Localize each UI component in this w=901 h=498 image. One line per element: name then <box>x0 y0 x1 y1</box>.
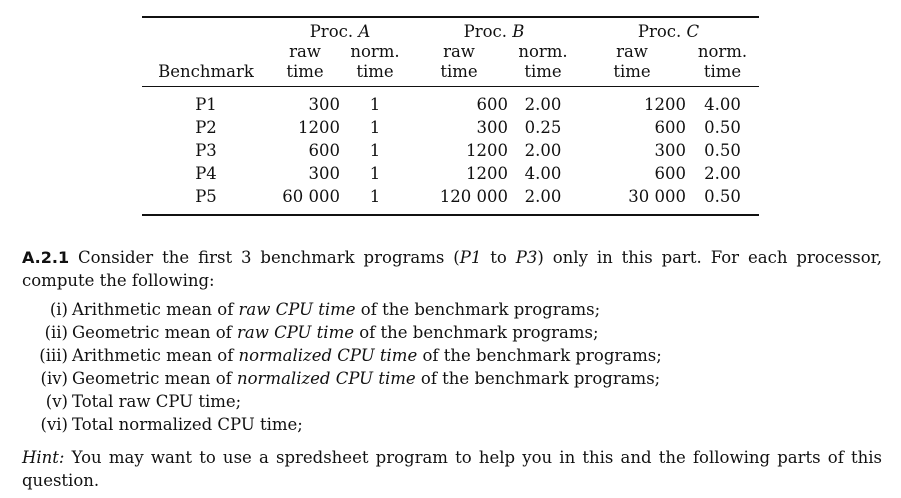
table-row <box>142 162 759 185</box>
question-intro: A.2.1 Consider the first 3 benchmark programs (P1 to P3) only in this part. For each processor, compute the following: <box>22 248 882 290</box>
benchmark-name: P1 <box>195 95 217 114</box>
a-raw-cell: 300 <box>308 95 340 114</box>
c-raw-cell: 1200 <box>644 95 686 114</box>
item-label: (v) <box>45 392 68 411</box>
c-norm-cell: 4.00 <box>704 95 741 114</box>
list-item <box>22 367 882 390</box>
item-label: (ii) <box>44 323 68 342</box>
table-row <box>142 116 759 139</box>
a-raw-cell: 1200 <box>298 118 340 137</box>
a-norm-header-time: time <box>356 62 394 81</box>
a-raw-cell: 600 <box>308 141 340 160</box>
list-item <box>22 390 882 413</box>
proc-c-header: Proc. C <box>637 22 700 41</box>
benchmark-name: P2 <box>195 118 217 137</box>
b-norm-cell: 2.00 <box>524 141 562 160</box>
item-label: (iv) <box>40 369 68 388</box>
c-norm-cell: 0.50 <box>704 118 741 137</box>
benchmark-header: Benchmark <box>158 62 254 81</box>
table-row <box>142 185 759 215</box>
item-text: Total raw CPU time; <box>72 392 242 411</box>
a-raw-cell: 300 <box>308 164 340 183</box>
b-norm-cell: 2.00 <box>524 95 562 114</box>
c-norm-header: norm. <box>697 42 748 61</box>
proc-b-header: Proc. B <box>463 22 525 41</box>
c-raw-header-time: time <box>613 62 651 81</box>
b-raw-cell: 600 <box>476 95 508 114</box>
benchmark-name: P3 <box>195 141 217 160</box>
b-norm-cell: 4.00 <box>524 164 562 183</box>
c-raw-cell: 600 <box>654 118 686 137</box>
item-text: Arithmetic mean of normalized CPU time of the benchmark programs; <box>72 346 662 365</box>
table-row <box>142 139 759 162</box>
list-item <box>22 344 882 367</box>
c-norm-cell: 0.50 <box>704 141 741 160</box>
hint-label: Hint: <box>22 448 65 467</box>
a-norm-cell: 1 <box>369 95 381 114</box>
a-norm-header: norm. <box>350 42 400 61</box>
b-raw-cell: 120 000 <box>439 187 508 206</box>
list-item <box>22 413 882 436</box>
list-item <box>22 298 882 321</box>
a-raw-header-time: time <box>286 62 324 81</box>
b-raw-cell: 1200 <box>466 164 508 183</box>
header-row-sub1 <box>142 42 759 62</box>
item-label: (vi) <box>40 415 68 434</box>
question-number: A.2.1 <box>22 248 70 267</box>
a-norm-cell: 1 <box>369 164 381 183</box>
b-norm-cell: 0.25 <box>524 118 562 137</box>
c-norm-cell: 2.00 <box>704 164 741 183</box>
c-norm-cell: 0.50 <box>704 187 741 206</box>
benchmark-table <box>142 16 759 216</box>
header-row-processors <box>142 17 759 42</box>
benchmark-name: P5 <box>195 187 217 206</box>
question-items <box>22 298 882 436</box>
header-row-sub2 <box>142 62 759 87</box>
b-raw-cell: 300 <box>476 118 508 137</box>
c-raw-cell: 30 000 <box>628 187 686 206</box>
item-text: Total normalized CPU time; <box>72 415 303 434</box>
c-raw-cell: 600 <box>654 164 686 183</box>
c-raw-header: raw <box>616 42 648 61</box>
list-item <box>22 321 882 344</box>
b-raw-header: raw <box>443 42 475 61</box>
c-raw-cell: 300 <box>654 141 686 160</box>
b-norm-header-time: time <box>524 62 562 81</box>
b-norm-header: norm. <box>518 42 568 61</box>
hint-paragraph <box>22 446 882 492</box>
a-raw-header: raw <box>289 42 321 61</box>
c-norm-header-time: time <box>703 62 742 81</box>
a-norm-cell: 1 <box>369 141 381 160</box>
a-norm-cell: 1 <box>369 187 381 206</box>
a-raw-cell: 60 000 <box>282 187 340 206</box>
item-label: (i) <box>49 300 68 319</box>
b-raw-header-time: time <box>440 62 478 81</box>
hint-text: You may want to use a spredsheet program to help you in this and the following parts of this question. <box>22 448 882 490</box>
item-text: Arithmetic mean of raw CPU time of the benchmark programs; <box>72 300 601 319</box>
a-norm-cell: 1 <box>369 118 381 137</box>
proc-a-header: Proc. A <box>309 22 371 41</box>
item-label: (iii) <box>39 346 68 365</box>
benchmark-name: P4 <box>195 164 217 183</box>
b-norm-cell: 2.00 <box>524 187 562 206</box>
item-text: Geometric mean of raw CPU time of the benchmark programs; <box>72 323 599 342</box>
question-block <box>22 246 882 492</box>
table-row <box>142 87 759 117</box>
item-text: Geometric mean of normalized CPU time of the benchmark programs; <box>72 369 661 388</box>
benchmark-table-container <box>142 16 759 216</box>
b-raw-cell: 1200 <box>466 141 508 160</box>
